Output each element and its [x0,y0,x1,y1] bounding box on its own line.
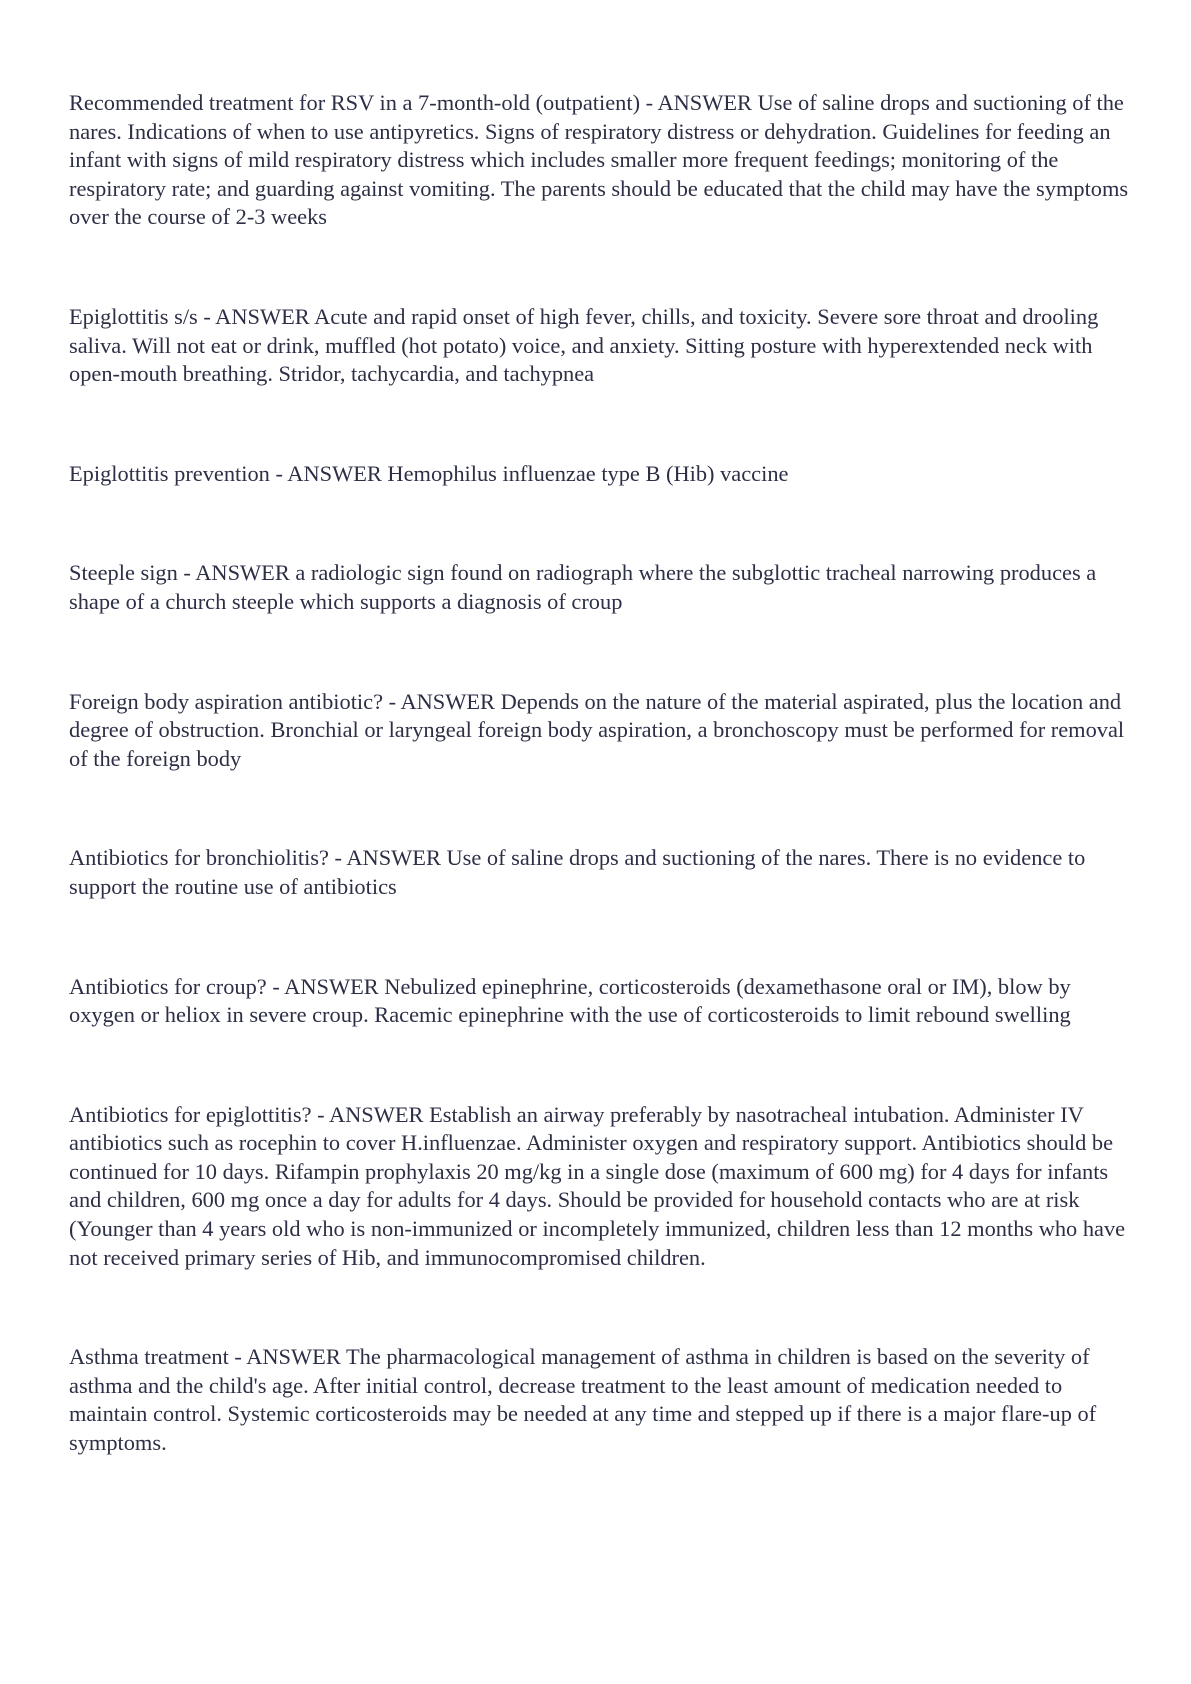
qa-entry-asthma-treatment: Asthma treatment - ANSWER The pharmacological management of asthma in children is based on the severity of asthma and the child's age. After initial control, decrease treatment to the least amount of medication needed to maintain control. Systemic corticosteroids may be needed at any time and stepped up if there is a major flare-up of symptoms. [69,1344,1097,1456]
qa-entry-epiglottitis-prevention: Epiglottitis prevention - ANSWER Hemophilus influenzae type B (Hib) vaccine [69,460,789,486]
qa-entry-epiglottitis-antibiotics: Antibiotics for epiglottitis? - ANSWER Establish an airway preferably by nasotracheal intubation. Administer IV antibiotics such as rocephin to cover H.influenzae. Administer oxygen and respiratory support. Antibiotics should be continued for 10 days. Rifampin prophylaxis 20 mg/kg in a single dose (maximum of 600 mg) for 4 days for infants and children, 600 mg once a day for adults for 4 days. Should be provided for household contacts who are at risk (Younger than 4 years old who is non-immunized or incompletely immunized, children less than 12 months who have not received primary series of Hib, and immunocompromised children. [69,1101,1126,1270]
qa-entry-croup-antibiotics: Antibiotics for croup? - ANSWER Nebulized epinephrine, corticosteroids (dexamethasone oral or IM), blow by oxygen or heliox in severe croup. Racemic epinephrine with the use of corticosteroids to limit rebound swelling [69,973,1071,1028]
document-body [69,89,1129,1529]
qa-entry-bronchiolitis-antibiotics: Antibiotics for bronchiolitis? - ANSWER Use of saline drops and suctioning of the nares. There is no evidence to support the routine use of antibiotics [69,845,1086,899]
qa-entry-rsv-treatment: Recommended treatment for RSV in a 7-month-old (outpatient) - ANSWER Use of saline drops and suctioning of the nares. Indications of when to use antipyretics. Signs of respiratory distress or dehydration. Guidelines for feeding an infant with signs of mild respiratory distress which includes smaller more frequent feedings; monitoring of the respiratory rate; and guarding against vomiting. The parents should be educated that the child may have the symptoms over the course of 2-3 weeks [69,90,1129,230]
qa-entry-foreign-body-aspiration: Foreign body aspiration antibiotic? - ANSWER Depends on the nature of the material aspirated, plus the location and degree of obstruction. Bronchial or laryngeal foreign body aspiration, a bronchoscopy must be performed for removal of the foreign body [69,688,1125,771]
qa-entry-steeple-sign: Steeple sign - ANSWER a radiologic sign found on radiograph where the subglottic tracheal narrowing produces a shape of a church steeple which supports a diagnosis of croup [69,560,1097,614]
qa-entry-epiglottitis-signs: Epiglottitis s/s - ANSWER Acute and rapid onset of high fever, chills, and toxicity. Severe sore throat and drooling saliva. Will not eat or drink, muffled (hot potato) voice, and anxiety. Sitting posture with hyperextended neck with open-mouth breathing. Stridor, tachycardia, and tachypnea [69,303,1099,387]
